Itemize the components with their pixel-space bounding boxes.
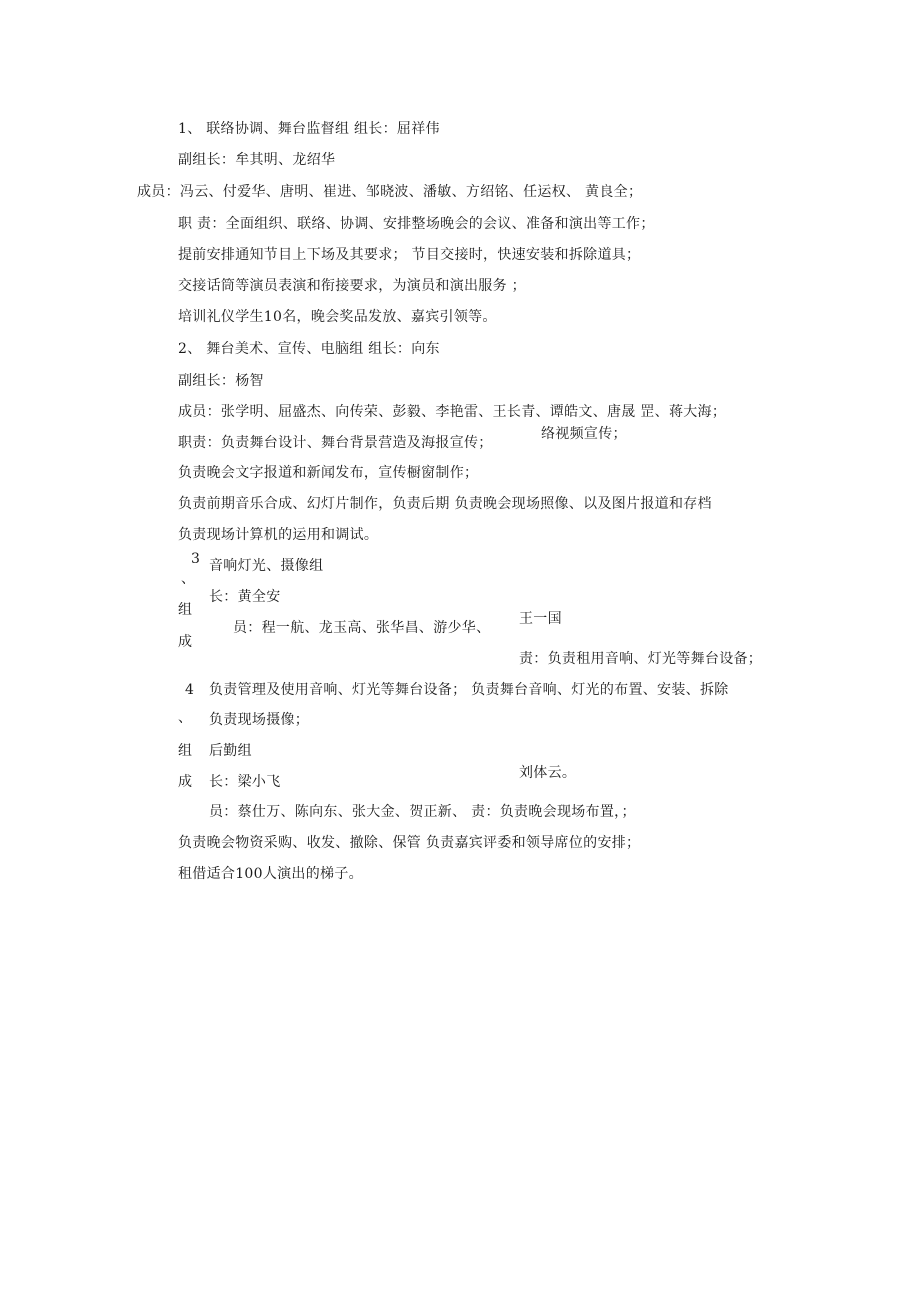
section-1-duty-2: 提前安排通知节目上下场及其要求； 节目交接时，快速安装和拆除道具；: [178, 247, 641, 263]
section-3-member-last: 王一国: [519, 611, 562, 627]
section-1-members: 成员：冯云、付爱华、唐明、崔进、邹晓波、潘敏、方绍铭、任运权、 黄良全；: [137, 184, 643, 200]
section-4-number: 4: [185, 682, 195, 698]
section-4-duty-2: 租借适合100人演出的梯子。: [178, 866, 363, 882]
section-2-duty-1-fragment: 络视频宣传；: [541, 426, 627, 442]
section-4-zu-char: 组: [178, 743, 193, 759]
section-4-members: 员：蔡仕万、陈向东、张大金、贺正新、 责：负责晚会现场布置，；: [209, 804, 636, 820]
section-4-leader: 长：梁小飞: [209, 774, 281, 790]
section-3-duty: 责：负责租用音响、灯光等舞台设备；: [519, 651, 763, 667]
section-1-duty-1: 职 责：全面组织、联络、协调、安排整场晚会的会议、准备和演出等工作；: [178, 216, 655, 232]
section-2-duty-3: 负责前期音乐合成、幻灯片制作，负责后期 负责晚会现场照像、以及图片报道和存档: [178, 496, 712, 512]
section-2-duty-2: 负责晚会文字报道和新闻发布，宣传橱窗制作；: [178, 465, 479, 481]
section-1-vice-leaders: 副组长：牟其明、龙绍华: [178, 152, 336, 168]
section-3-number: 3: [191, 551, 201, 567]
section-4-line-1: 负责管理及使用音响、灯光等舞台设备； 负责舞台音响、灯光的布置、安装、拆除: [209, 682, 729, 698]
section-2-duty-4: 负责现场计算机的运用和调试。: [178, 527, 379, 543]
section-1-title: 1、 联络协调、舞台监督组 组长：屈祥伟: [178, 121, 440, 137]
section-4-cheng-char: 成: [178, 774, 193, 790]
section-1-duty-4: 培训礼仪学生10名，晚会奖品发放、嘉宾引领等。: [178, 309, 497, 325]
section-4-separator: 、: [178, 710, 193, 726]
section-4-duty-1: 负责晚会物资采购、收发、撤除、保管 负责嘉宾评委和领导席位的安排；: [178, 835, 641, 851]
section-4-line-2: 负责现场摄像；: [209, 712, 310, 728]
section-4-title: 后勤组: [209, 743, 252, 759]
section-2-duty-1: 职责：负责舞台设计、舞台背景营造及海报宣传；: [178, 435, 493, 451]
section-3-title: 音响灯光、摄像组: [209, 558, 324, 574]
section-4-member-last: 刘体云。: [519, 765, 577, 781]
section-2-members: 成员：张学明、屈盛杰、向传荣、彭毅、李艳雷、王长青、谭皓文、唐晟 罡、蒋大海；: [178, 404, 727, 420]
section-1-duty-3: 交接话筒等演员表演和衔接要求，为演员和演出服务 ；: [178, 278, 526, 294]
section-3-leader: 长：黄全安: [209, 589, 281, 605]
section-3-zu-char: 组: [178, 602, 193, 618]
section-3-separator: 、: [181, 571, 196, 587]
section-3-cheng-char: 成: [178, 634, 193, 650]
section-3-members: 员：程一航、龙玉高、张华昌、游少华、: [233, 620, 491, 636]
section-2-vice-leader: 副组长：杨智: [178, 373, 264, 389]
section-2-title: 2、 舞台美术、宣传、电脑组 组长：向东: [178, 341, 440, 357]
